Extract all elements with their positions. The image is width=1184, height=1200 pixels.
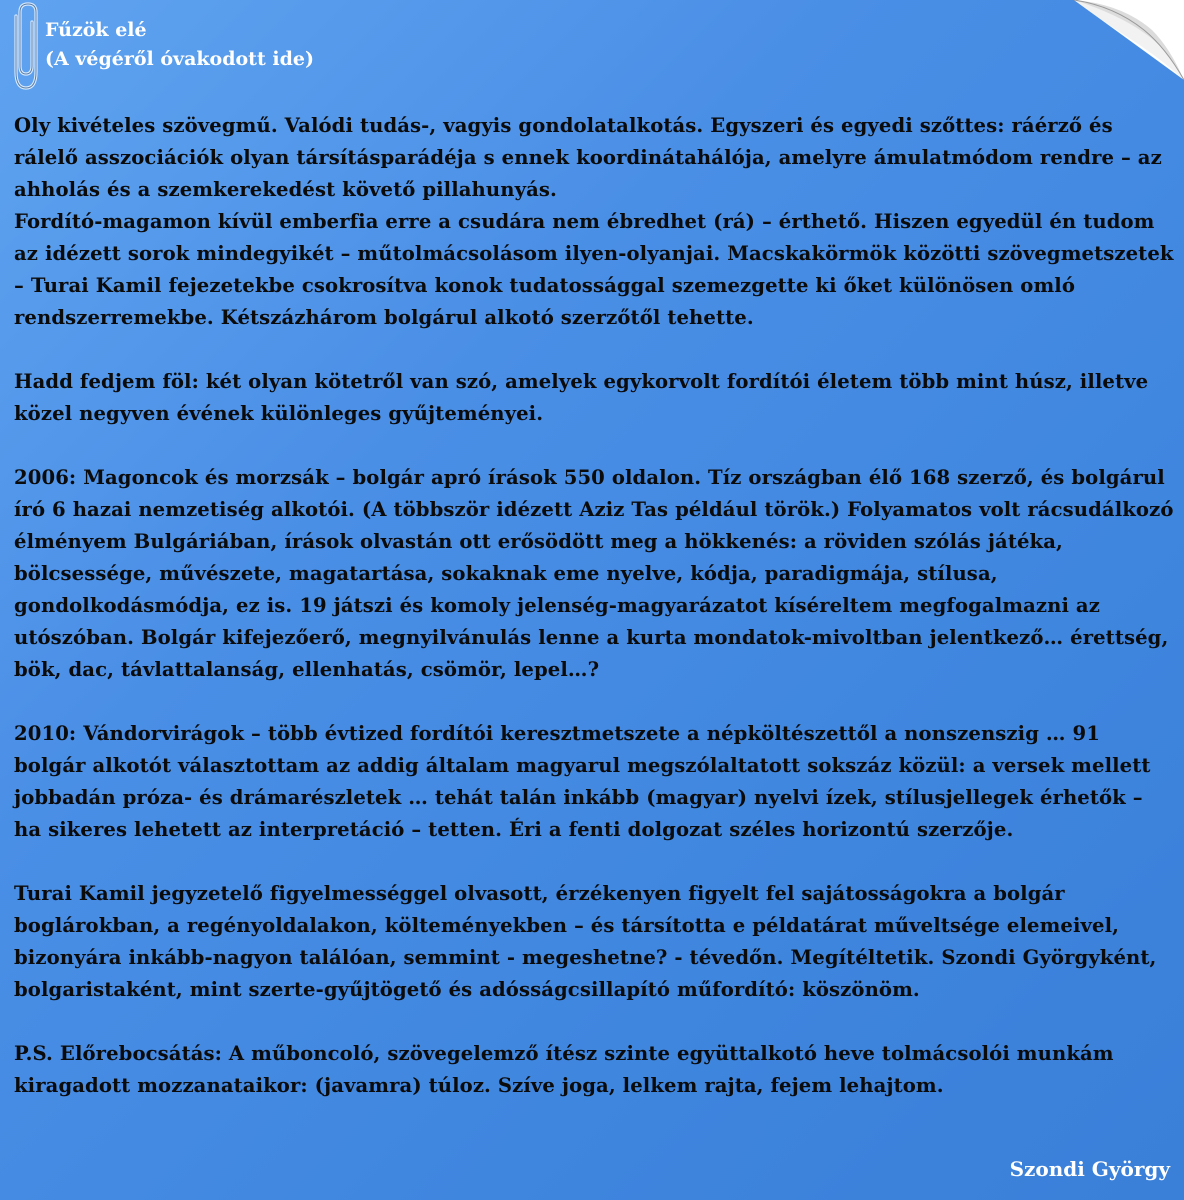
- paragraph-1: Oly kivételes szövegmű. Valódi tudás-, vagyis gondolatalkotás. Egyszeri és egyedi szőttes: ráérző és rálelő asszociációk olyan társításparádéja s ennek koordinátahálója, amelyre ámulatmódom rendre – az ahholás és a szemkerekedést követő pillahunyás.: [14, 114, 1162, 201]
- note-header: [45, 16, 314, 74]
- paragraph-5: 2010: Vándorvirágok – több évtized fordítói keresztmetszete a népköltészettől a nonszenszig … 91 bolgár alkotót választottam az addig általam magyarul megszólaltatott sokszáz közül: a versek mellett jobbadán próza- és drámarészletek … tehát talán inkább (magyar) nyelvi ízek, stílusjellegek érhetők – ha sikeres lehetett az interpretáció – tetten. Éri a fenti dolgozat széles horizontú szerzője.: [14, 722, 1151, 841]
- signature: Szondi György: [1009, 1157, 1170, 1181]
- paragraph-3: Hadd fedjem föl: két olyan kötetről van szó, amelyek egykorvolt fordítói életem több mint húsz, illetve közel negyven évének különleges gyűjteményei.: [14, 370, 1149, 425]
- note-subtitle: (A végéről óvakodott ide): [45, 48, 314, 70]
- body-text: [14, 110, 1174, 1102]
- paperclip-icon: [6, 2, 40, 94]
- note-title: Fűzök elé: [45, 19, 147, 41]
- page-curl: [1074, 0, 1184, 80]
- paragraph-7: P.S. Előrebocsátás: A műboncoló, szövegelemző ítész szinte együttalkotó heve tolmácsolói munkám kiragadott mozzanataikor: (javamra) túloz. Szíve joga, lelkem rajta, fejem lehajtom.: [14, 1042, 1114, 1097]
- paragraph-4: 2006: Magoncok és morzsák – bolgár apró írások 550 oldalon. Tíz országban élő 168 szerző, és bolgárul író 6 hazai nemzetiség alkotói. (A többször idézett Aziz Tas például török.) Folyamatos volt rácsudálkozó élményem Bulgáriában, írások olvastán ott erősödött meg a hökkenés: a röviden szólás játéka, bölcsessége, művészete, magatartása, sokaknak eme nyelve, kódja, paradigmája, stílusa, gondolkodásmódja, ez is. 19 játszi és komoly jelenség-magyarázatot kíséreltem megfogalmazni az utószóban. Bolgár kifejezőerő, megnyilvánulás lenne a kurta mondatok-mivoltban jelentkező… érettség, bök, dac, távlattalanság, ellenhatás, csömör, lepel…?: [14, 466, 1174, 681]
- paragraph-2: Fordító-magamon kívül emberfia erre a csudára nem ébredhet (rá) – érthető. Hiszen egyedül én tudom az idézett sorok mindegyikét – műtolmácsolásom ilyen-olyanjai. Macskakörmök közötti szövegmetszetek – Turai Kamil fejezetekbe csokrosítva konok tudatossággal szemezgette ki őket különösen omló rendszerremekbe. Kétszázhárom bolgárul alkotó szerzőtől tehette.: [14, 210, 1174, 329]
- paragraph-6: Turai Kamil jegyzetelő figyelmességgel olvasott, érzékenyen figyelt fel sajátosságokra a bolgár boglárokban, a regényoldalakon, költeményekben – és társította e példatárat műveltsége elemeivel, bizonyára inkább-nagyon találóan, semmint - megeshetne? - tévedőn. Megítéltetik. Szondi Györgyként, bolgaristaként, mint szerte-gyűjtögető és adósságcsillapító műfordító: köszönöm.: [14, 882, 1157, 1001]
